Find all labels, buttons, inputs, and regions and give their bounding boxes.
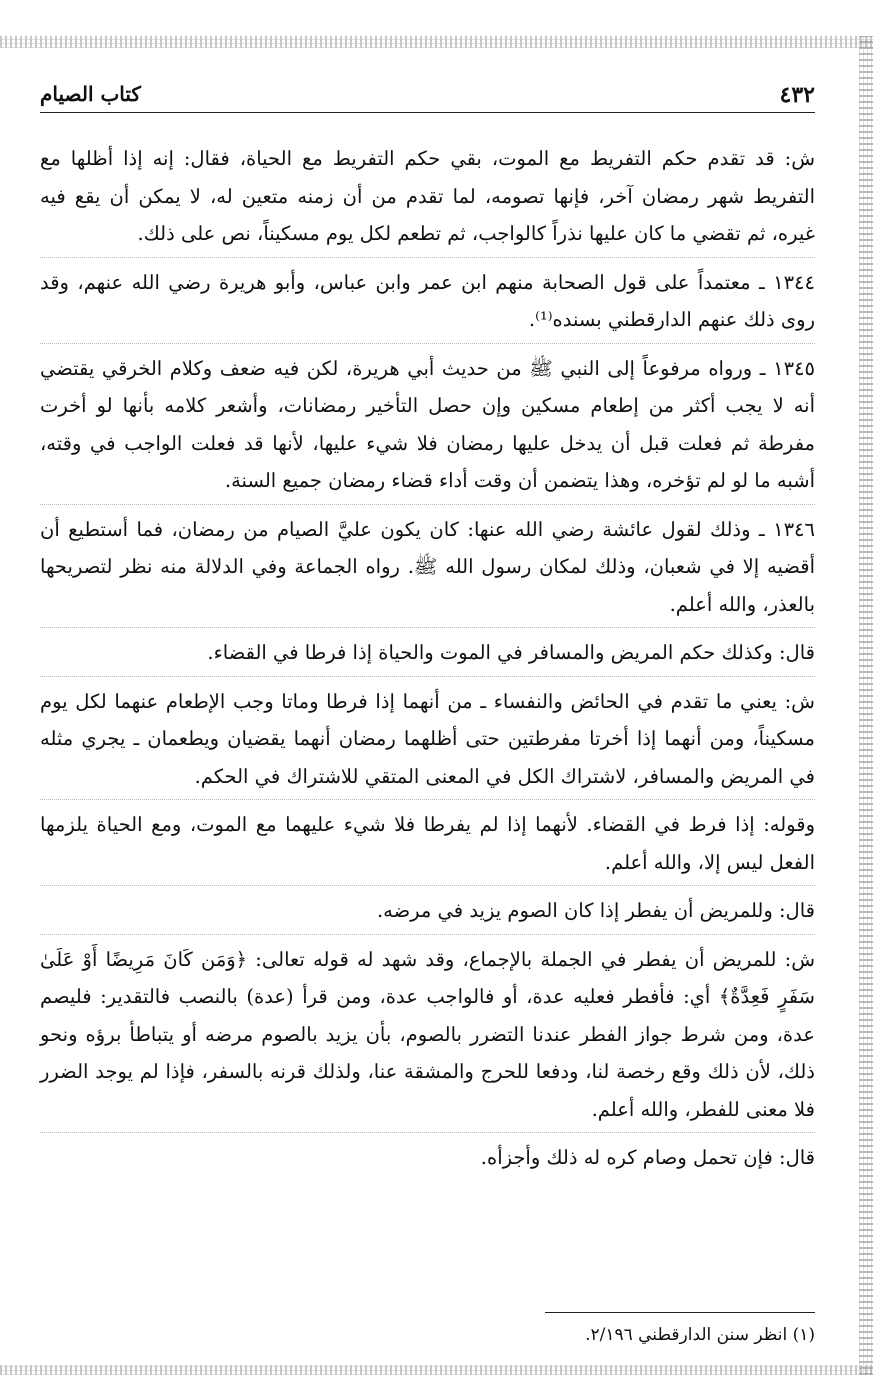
page-header <box>40 78 815 113</box>
paragraph: وقوله: إذا فرط في القضاء. لأنهما إذا لم يفرطا فلا شيء عليهما مع الموت، ومع الحياة يلزمها الفعل ليس إلا، والله أعلم. <box>40 806 815 886</box>
paragraph: ١٣٤٤ ـ معتمداً على قول الصحابة منهم ابن عمر وابن عباس، وأبو هريرة رضي الله عنهم، وقد روى ذلك عنهم الدارقطني بسنده⁽¹⁾. <box>40 264 815 344</box>
paragraph: ش: للمريض أن يفطر في الجملة بالإجماع، وقد شهد له قوله تعالى: ﴿وَمَن كَانَ مَرِيضًا أَوْ عَلَىٰ سَفَرٍ فَعِدَّةٌ﴾ أي: فأفطر فعليه عدة، أو فالواجب عدة، ومن قرأ (عدة) بالنصب فالتقدير: فليصم عدة، ومن شرط جواز الفطر عندنا التضرر بالصوم، بأن يزيد بالصوم مرضه أو يتباطأ برؤه ونحو ذلك، لأن ذلك وقع رخصة لنا، ودفعا للحرج والمشقة عنا، ولذلك قرنه بالسفر، فإذا لم يوجد الضرر فلا معنى للفطر، والله أعلم. <box>40 941 815 1134</box>
paragraph: ش: يعني ما تقدم في الحائض والنفساء ـ من أنهما إذا فرطا وماتا وجب الإطعام عنهما لكل يوم مسكيناً، ومن أنهما إذا أخرتا مفرطتين حتى أظلهما رمضان أنهما يقضيان ويطعمان ـ يجري مثله في المريض والمسافر، لاشتراك الكل في المعنى المتقي للاشتراك في الحكم. <box>40 683 815 801</box>
decorative-border-right <box>859 36 873 1375</box>
paragraph: قال: وكذلك حكم المريض والمسافر في الموت والحياة إذا فرطا في القضاء. <box>40 634 815 677</box>
paragraph: ١٣٤٥ ـ ورواه مرفوعاً إلى النبي ﷺ من حديث أبي هريرة، لكن فيه ضعف وكلام الخرقي يقتضي أنه لا يجب أكثر من إطعام مسكين وإن حصل التأخير رمضانات، وأشعر كلامه بأنها لو أخرت مفرطة ثم فعلت قبل أن يدخل عليها رمضان فلا شيء عليها، لأنها قد فعلت الواجب في وقته، أشبه ما لو لم تؤخره، وهذا يتضمن أن وقت أداء قضاء رمضان جميع السنة. <box>40 350 815 505</box>
page-body <box>40 140 815 1187</box>
footnote: (١) انظر سنن الدارقطني ٢/١٩٦. <box>585 1325 815 1345</box>
paragraph: قال: وللمريض أن يفطر إذا كان الصوم يزيد في مرضه. <box>40 892 815 935</box>
paragraph: ١٣٤٦ ـ وذلك لقول عائشة رضي الله عنها: كان يكون عليَّ الصيام من رمضان، فما أستطيع أن أقضيه إلا في شعبان، وذلك لمكان رسول الله ﷺ. رواه الجماعة وفي الدلالة منه نظر لتصريحها بالعذر، والله أعلم. <box>40 511 815 629</box>
page-number: ٤٣٢ <box>779 82 815 108</box>
decorative-border-top <box>0 36 873 48</box>
footnote-separator <box>545 1312 815 1313</box>
paragraph: ش: قد تقدم حكم التفريط مع الموت، بقي حكم التفريط مع الحياة، فقال: إنه إذا أظلها مع التفريط شهر رمضان آخر، فإنها تصومه، لما تقدم من أن زمنه متعين له، لا يمكن أن يقع فيه غيره، ثم تقضي ما كان عليها نذراً كالواجب، ثم تطعم لكل يوم مسكيناً، نص على ذلك. <box>40 140 815 258</box>
paragraph: قال: فإن تحمل وصام كره له ذلك وأجزأه. <box>480 1146 815 1169</box>
running-title: كتاب الصيام <box>40 82 141 106</box>
decorative-border-bottom <box>0 1365 873 1375</box>
